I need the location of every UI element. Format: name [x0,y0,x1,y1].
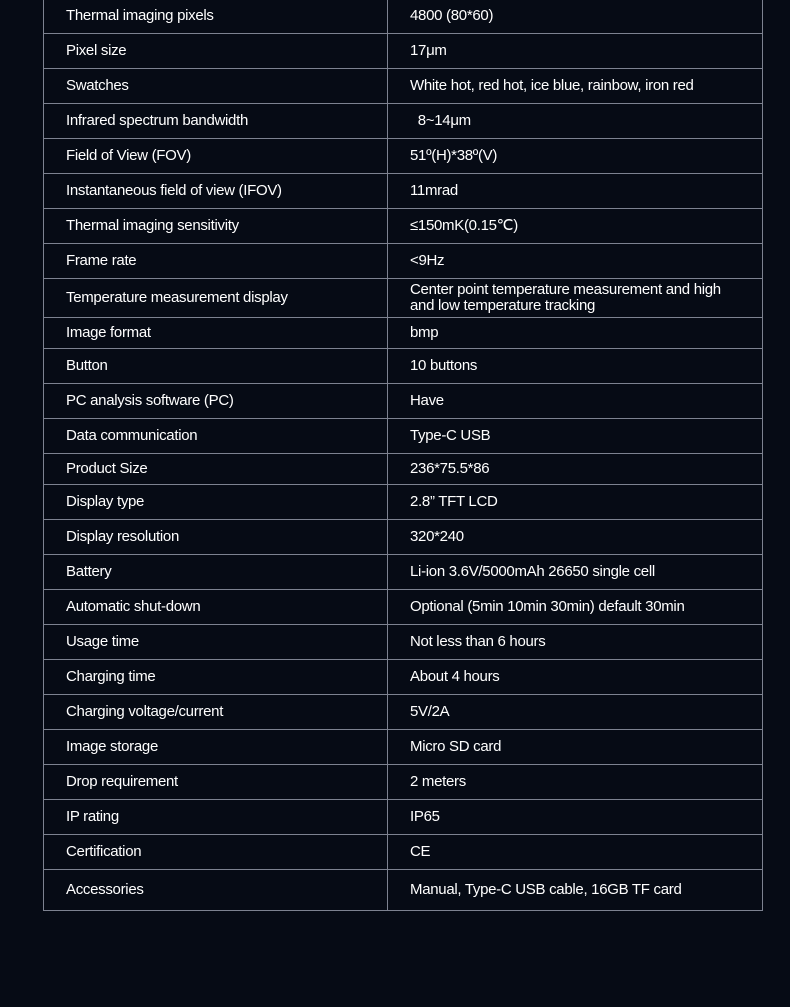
spec-value: Optional (5min 10min 30min) default 30min [388,590,763,625]
spec-table-body [44,0,763,911]
spec-label: Thermal imaging sensitivity [44,209,388,244]
spec-label: Data communication [44,419,388,454]
spec-value: 11mrad [388,174,763,209]
spec-label: Pixel size [44,34,388,69]
spec-row [44,485,763,520]
spec-table [43,0,763,911]
spec-row [44,0,763,34]
spec-value: 2 meters [388,765,763,800]
spec-row [44,349,763,384]
spec-label: Field of View (FOV) [44,139,388,174]
spec-value: 320*240 [388,520,763,555]
spec-label: Image storage [44,730,388,765]
spec-value: 8~14μm [388,104,763,139]
spec-value: ≤150mK(0.15℃) [388,209,763,244]
spec-row [44,384,763,419]
spec-value: About 4 hours [388,660,763,695]
spec-row [44,730,763,765]
spec-value: 2.8” TFT LCD [388,485,763,520]
spec-row [44,625,763,660]
spec-row [44,835,763,870]
spec-value: 4800 (80*60) [388,0,763,34]
spec-label: Drop requirement [44,765,388,800]
spec-label: Image format [44,318,388,349]
spec-row [44,695,763,730]
spec-label: Usage time [44,625,388,660]
spec-row [44,279,763,318]
spec-value: Micro SD card [388,730,763,765]
spec-value: Manual, Type-C USB cable, 16GB TF card [388,870,763,911]
spec-row [44,34,763,69]
spec-label: Display resolution [44,520,388,555]
spec-label: Swatches [44,69,388,104]
spec-row [44,870,763,911]
spec-value: Center point temperature measurement and high and low temperature tracking [388,279,763,318]
spec-value: Not less than 6 hours [388,625,763,660]
spec-value: Li-ion 3.6V/5000mAh 26650 single cell [388,555,763,590]
spec-value: Have [388,384,763,419]
spec-label: Infrared spectrum bandwidth [44,104,388,139]
spec-row [44,104,763,139]
spec-row [44,318,763,349]
spec-label: Charging voltage/current [44,695,388,730]
spec-label: Thermal imaging pixels [44,0,388,34]
spec-label: Button [44,349,388,384]
spec-value: 5V/2A [388,695,763,730]
spec-row [44,520,763,555]
spec-label: Frame rate [44,244,388,279]
spec-value: 51º(H)*38º(V) [388,139,763,174]
spec-value: bmp [388,318,763,349]
spec-label: IP rating [44,800,388,835]
spec-row [44,174,763,209]
spec-row [44,765,763,800]
spec-row [44,139,763,174]
spec-row [44,244,763,279]
spec-label: Battery [44,555,388,590]
spec-value: CE [388,835,763,870]
spec-label: Certification [44,835,388,870]
spec-row [44,454,763,485]
spec-row [44,555,763,590]
spec-row [44,419,763,454]
spec-value: IP65 [388,800,763,835]
spec-label: Accessories [44,870,388,911]
spec-label: Temperature measurement display [44,279,388,318]
spec-row [44,590,763,625]
spec-label: Product Size [44,454,388,485]
spec-row [44,800,763,835]
spec-label: Automatic shut-down [44,590,388,625]
spec-row [44,660,763,695]
spec-label: PC analysis software (PC) [44,384,388,419]
spec-value: 236*75.5*86 [388,454,763,485]
spec-row [44,69,763,104]
spec-row [44,209,763,244]
spec-label: Instantaneous field of view (IFOV) [44,174,388,209]
spec-label: Charging time [44,660,388,695]
spec-value: <9Hz [388,244,763,279]
spec-value: 10 buttons [388,349,763,384]
spec-label: Display type [44,485,388,520]
spec-value: 17μm [388,34,763,69]
spec-value: White hot, red hot, ice blue, rainbow, iron red [388,69,763,104]
spec-value: Type-C USB [388,419,763,454]
